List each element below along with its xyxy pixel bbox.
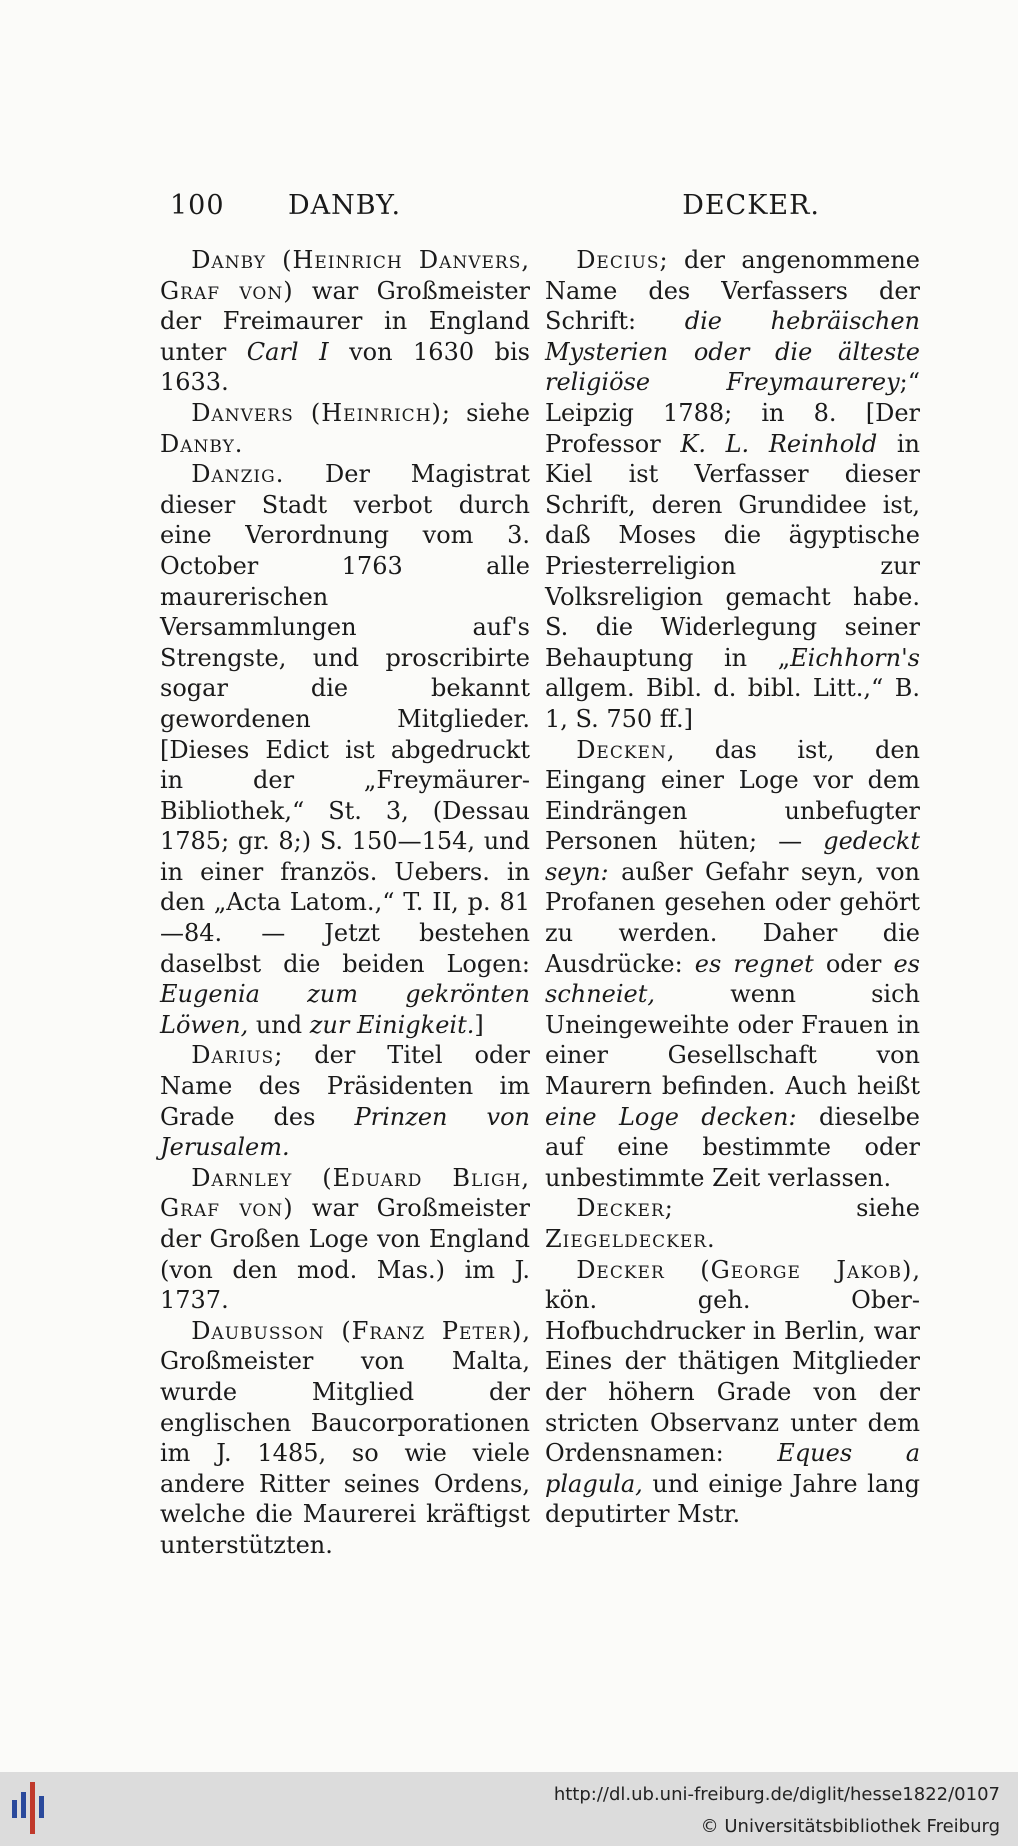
- headword: Decker (George Jakob): [576, 1255, 913, 1284]
- entry-italic: K. L. Reinhold: [680, 429, 878, 458]
- cross-reference: Ziegeldecker.: [545, 1225, 716, 1253]
- entry-text: Der Magistrat dieser Stadt verbot durch eine Verordnung vom 3. October 1763 alle maurerischen Versammlungen auf's Strengste, und proscribirte sogar die bekannt gewordenen Mitglieder. [Dieses Edict ist abgedruckt in der „Freymäurer-Bibliothek,“ St. 3, (Dessau 1785; gr. 8;) S. 150—154, und in einer französ. Uebers. in den „Acta Latom.,“ T. II, p. 81—84. — Jetzt bestehen daselbst die beiden Logen:: [160, 460, 530, 978]
- entry-italic: eine Loge decken:: [545, 1102, 797, 1131]
- copyright-notice: © Universitätsbibliothek Freiburg: [700, 1816, 1000, 1837]
- entry-italic: die hebräischen Mysterien oder die älteste religiöse Freymaurerey: [545, 307, 920, 397]
- entry-italic: Eugenia zum gekrönten Löwen,: [160, 980, 530, 1039]
- source-url[interactable]: http://dl.ub.uni-freiburg.de/diglit/hesse1822/0107: [553, 1784, 1000, 1805]
- entry-text: war Großmeister der Freimaurer in England unter: [160, 276, 531, 366]
- entry-italic: Eques a plagula,: [545, 1439, 920, 1498]
- headword: Darius: [191, 1041, 275, 1070]
- entry-text: ;“ Leipzig 1788; in 8. [Der Professor: [545, 368, 920, 458]
- entry-italic: es regnet: [694, 949, 814, 978]
- right-running-head: DECKER.: [682, 190, 820, 221]
- entry-italic: zur Einigkeit.: [309, 1010, 475, 1039]
- entry-decius: [545, 245, 920, 735]
- headword: Darnley (Eduard Bligh, Graf von): [160, 1163, 530, 1223]
- entry-decker-ref: [545, 1193, 920, 1254]
- entry-text: außer Gefahr seyn, von Profanen gesehen oder gehört zu werden. Daher die Ausdrücke:: [545, 857, 920, 978]
- entry-italic: gedeckt seyn:: [545, 827, 920, 886]
- entry-italic: Carl I: [246, 337, 329, 366]
- entry-text: ]: [474, 1010, 484, 1039]
- entry-danby: [160, 245, 530, 398]
- headword: Danvers (Heinrich): [191, 398, 442, 427]
- entry-text: ; der Titel oder Name des Präsidenten im Grade des: [160, 1041, 530, 1131]
- headword: Decker: [576, 1194, 665, 1223]
- headword: Decken: [576, 735, 667, 764]
- entry-text: , das ist, den Eingang einer Loge vor dem Eindrängen unbefugter Personen hüten; —: [545, 735, 920, 856]
- entry-darnley: [160, 1163, 530, 1316]
- entry-text: in Kiel ist Verfasser dieser Schrift, deren Grundidee ist, daß Moses die ägyptische Priesterreligion zur Volksreligion gemacht habe. S. die Widerlegung seiner Behauptung in „: [545, 429, 921, 672]
- headword: Decius: [576, 246, 660, 274]
- entry-italic: es schneiet,: [545, 949, 920, 1009]
- entry-italic: Prinzen von Jerusalem.: [160, 1102, 530, 1162]
- headword: Daubusson (Franz Peter): [191, 1316, 523, 1345]
- entry-darius: [160, 1040, 530, 1162]
- entry-decken: [545, 735, 920, 1194]
- headword: Danby (Heinrich Danvers, Graf von): [160, 246, 530, 305]
- entry-text: von 1630 bis 1633.: [160, 337, 530, 397]
- entry-italic: Eichhorn's: [790, 643, 920, 672]
- left-running-head: DANBY.: [288, 190, 402, 221]
- entry-danvers: [160, 398, 530, 459]
- entry-text: allgem. Bibl. d. bibl. Litt.,“ B. 1, S. 750 ff.]: [545, 674, 920, 733]
- entry-text: ; siehe: [664, 1194, 920, 1223]
- cross-reference: Danby.: [160, 429, 244, 458]
- footer-bar: [0, 1772, 1018, 1846]
- headword: Danzig.: [191, 460, 285, 489]
- entry-text: und einige Jahre lang deputirter Mstr.: [545, 1469, 920, 1529]
- entry-text: ; siehe: [441, 398, 530, 427]
- entry-text: war Großmeister der Großen Loge von England (von den mod. Mas.) im J. 1737.: [160, 1194, 531, 1315]
- entry-text: oder: [813, 949, 894, 978]
- running-head: [170, 190, 820, 230]
- entry-text: , kön. geh. Ober-Hofbuchdrucker in Berlin, war Eines der thätigen Mitglieder der höhern Grade von der stricten Observanz unter dem Ordensnamen:: [545, 1255, 920, 1468]
- left-column: [160, 245, 530, 1561]
- right-column: [545, 245, 920, 1530]
- entry-text: , Großmeister von Malta, wurde Mitglied der englischen Baucorporationen im J. 1485, so wie viele andere Ritter seines Ordens, welche die Maurerei kräftigst unterstützten.: [160, 1316, 530, 1559]
- entry-text: wenn sich Uneingeweihte oder Frauen in einer Gesellschaft von Maurern befinden. Auch heißt: [545, 980, 920, 1101]
- library-logo-icon: [10, 1778, 50, 1838]
- page-number: 100: [170, 190, 225, 221]
- entry-text: dieselbe auf eine bestimmte oder unbestimmte Zeit verlassen.: [545, 1102, 920, 1192]
- entry-danzig: [160, 459, 530, 1040]
- entry-text: ; der angenommene Name des Verfassers der Schrift:: [545, 246, 920, 336]
- entry-text: und: [248, 1010, 310, 1039]
- entry-daubusson: [160, 1316, 530, 1561]
- entry-decker-george: [545, 1255, 920, 1530]
